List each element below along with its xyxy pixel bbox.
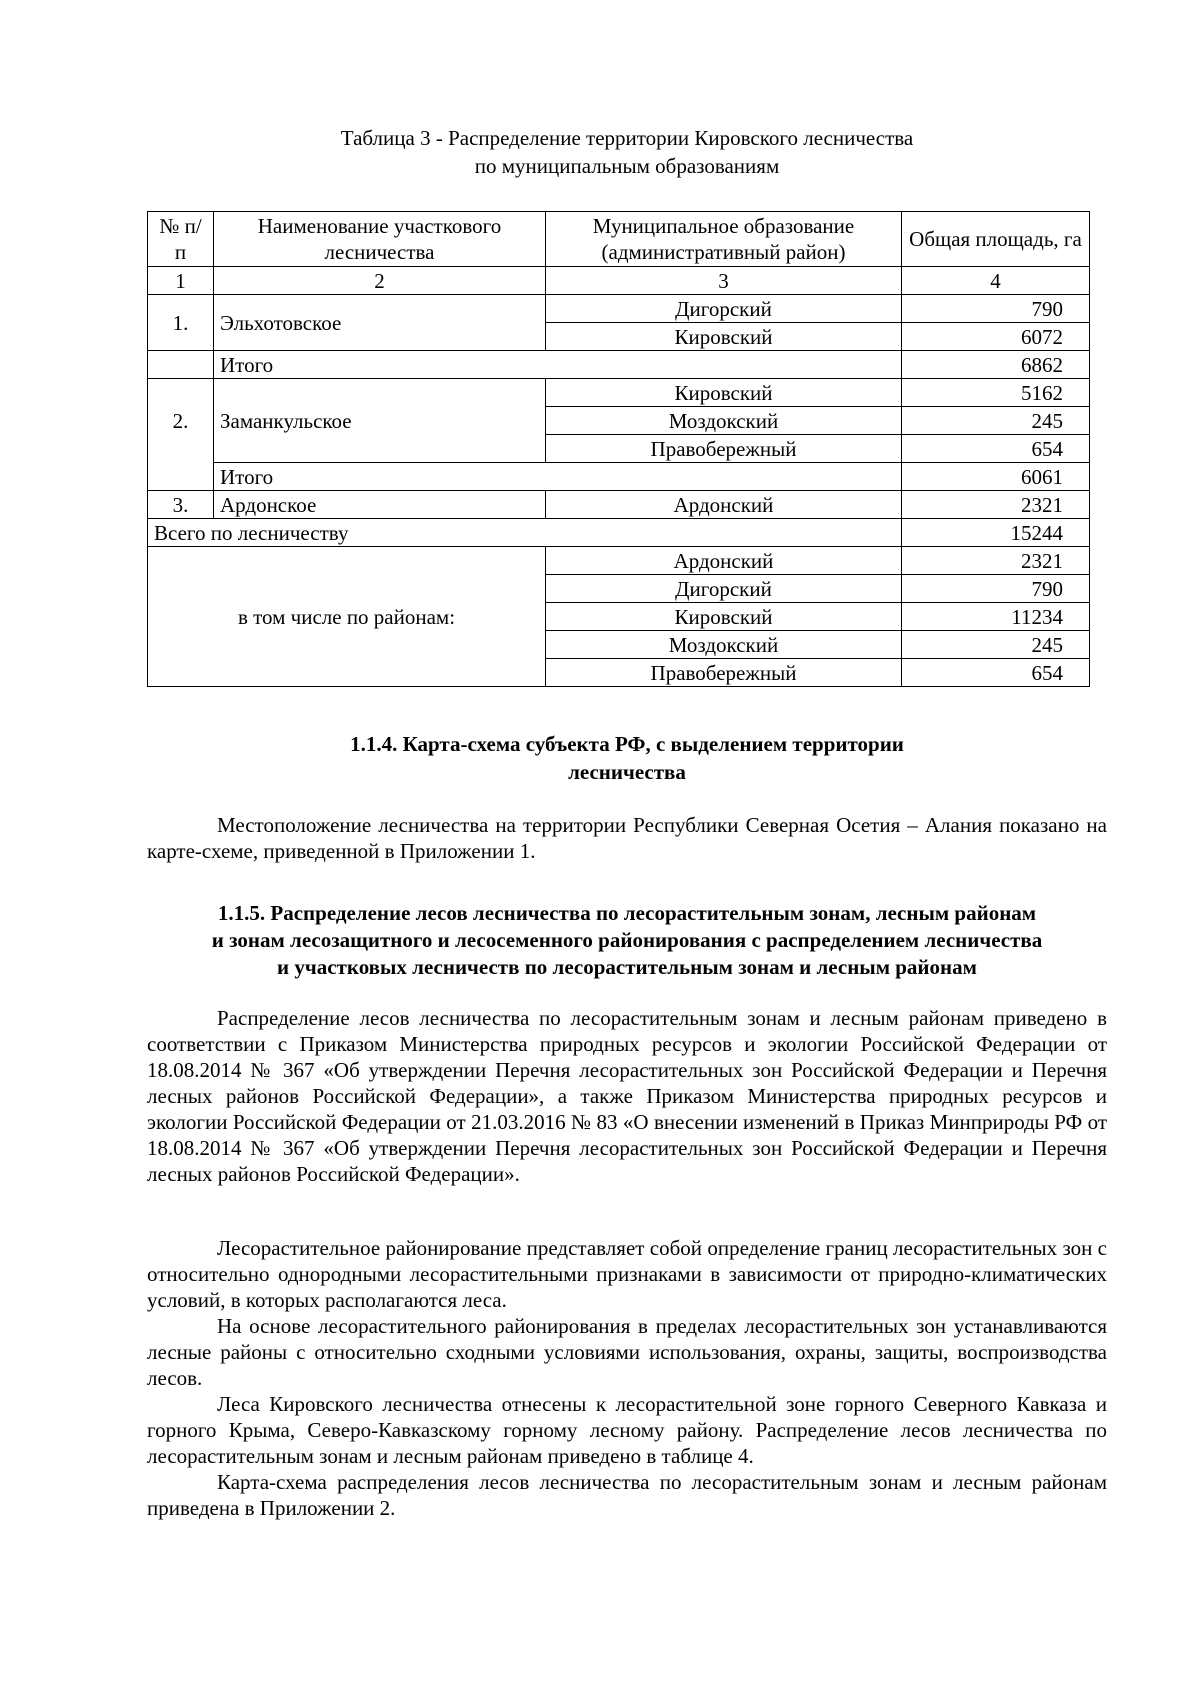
paragraph-text: Лесорастительное районирование представляет собой определение границ лесорастительных зон с относительно однородными лесорастительными признаками в зависимости от природно-климатических условий, в которых располагаются леса. [147,1236,1107,1312]
area-cell: 654 [902,659,1090,687]
forestry-name: Ардонское [214,491,546,519]
section-115-heading-line3: и участковых лесничеств по лесорастительным зонам и лесным районам [277,955,977,979]
paragraph-text: На основе лесорастительного районирования в пределах лесорастительных зон устанавливаются лесные районы с относительно сходными условиями использования, охраны, защиты, воспроизводства лесов. [147,1314,1107,1390]
section-115-paragraph-3 [147,1313,1107,1391]
district-cell: Дигорский [546,295,902,323]
area-cell: 654 [902,435,1090,463]
table-row [148,547,1090,575]
area-cell: 2321 [902,491,1090,519]
by-district-label: в том числе по районам: [148,547,546,687]
header-area: Общая площадь, га [902,212,1090,267]
total-label: Итого [214,351,902,379]
header-name: Наименование участкового лесничества [214,212,546,267]
table-header-row [148,212,1090,267]
distribution-table [147,211,1090,687]
table-caption-line1: Таблица 3 - Распределение территории Кировского лесничества [340,126,914,150]
section-114-heading [147,730,1107,786]
forestry-name: Эльхотовское [214,295,546,351]
grand-total-label: Всего по лесничеству [148,519,902,547]
section-115-heading-line2: и зонам лесозащитного и лесосеменного районирования с распределением лесничества [211,928,1043,952]
area-cell: 245 [902,407,1090,435]
row-num: 2. [148,379,214,463]
total-label: Итого [214,463,902,491]
area-cell: 790 [902,295,1090,323]
section-115-paragraph-2 [147,1235,1107,1313]
index-cell: 2 [214,267,546,295]
paragraph-text: Карта-схема распределения лесов лесничества по лесорастительным зонам и лесным районам приведена в Приложении 2. [147,1470,1107,1520]
total-value: 6862 [902,351,1090,379]
empty-cell [148,351,214,379]
district-cell: Правобережный [546,659,902,687]
paragraph-text: Распределение лесов лесничества по лесорастительным зонам и лесным районам приведено в соответствии с Приказом Министерства природных ресурсов и экологии Российской Федерации от 18.08.2014 № 367 «Об утверждении Перечня лесорастительных зон Российской Федерации и Перечня лесных районов Российской Федерации», а также Приказом Министерства природных ресурсов и экологии Российской Федерации от 21.03.2016 № 83 «О внесении изменений в Приказ Минприроды РФ от 18.08.2014 № 367 «Об утверждении Перечня лесорастительных зон Российской Федерации и Перечня лесных районов Российской Федерации». [147,1006,1107,1186]
district-cell: Моздокский [546,407,902,435]
section-114-paragraph [147,812,1107,864]
section-115-heading [147,900,1107,981]
index-cell: 3 [546,267,902,295]
section-115-paragraph-4 [147,1391,1107,1469]
table-row [148,491,1090,519]
table-row [148,295,1090,323]
grand-total-value: 15244 [902,519,1090,547]
header-municipality: Муниципальное образование (административный район) [546,212,902,267]
table-index-row [148,267,1090,295]
section-115-paragraph-1 [147,1005,1107,1187]
area-cell: 2321 [902,547,1090,575]
table-row-total [148,463,1090,491]
row-num: 1. [148,295,214,351]
district-cell: Кировский [546,603,902,631]
district-cell: Ардонский [546,491,902,519]
area-cell: 11234 [902,603,1090,631]
section-115-paragraph-5 [147,1469,1107,1521]
area-cell: 5162 [902,379,1090,407]
table-row [148,379,1090,407]
index-cell: 4 [902,267,1090,295]
table-row-total [148,351,1090,379]
section-114-heading-line1: 1.1.4. Карта-схема субъекта РФ, с выделением территории [350,732,904,756]
forestry-name: Заманкульское [214,379,546,463]
area-cell: 790 [902,575,1090,603]
paragraph-text: Местоположение лесничества на территории Республики Северная Осетия – Алания показано на карте-схеме, приведенной в Приложении 1. [147,813,1107,863]
area-cell: 6072 [902,323,1090,351]
district-cell: Кировский [546,379,902,407]
row-num: 3. [148,491,214,519]
header-num: № п/п [148,212,214,267]
district-cell: Кировский [546,323,902,351]
total-value: 6061 [902,463,1090,491]
section-115-heading-line1: 1.1.5. Распределение лесов лесничества по лесорастительным зонам, лесным районам [217,901,1037,925]
district-cell: Правобережный [546,435,902,463]
area-cell: 245 [902,631,1090,659]
table-caption [147,124,1107,180]
district-cell: Ардонский [546,547,902,575]
section-114-heading-line2: лесничества [568,760,686,784]
empty-cell [148,463,214,491]
table-caption-line2: по муниципальным образованиям [474,154,780,178]
district-cell: Моздокский [546,631,902,659]
index-cell: 1 [148,267,214,295]
table-row-grand-total [148,519,1090,547]
district-cell: Дигорский [546,575,902,603]
paragraph-text: Леса Кировского лесничества отнесены к лесорастительной зоне горного Северного Кавказа и горного Крыма, Северо-Кавказскому горному лесному району. Распределение лесов лесничества по лесорастительным зонам и лесным районам приведено в таблице 4. [147,1392,1107,1468]
